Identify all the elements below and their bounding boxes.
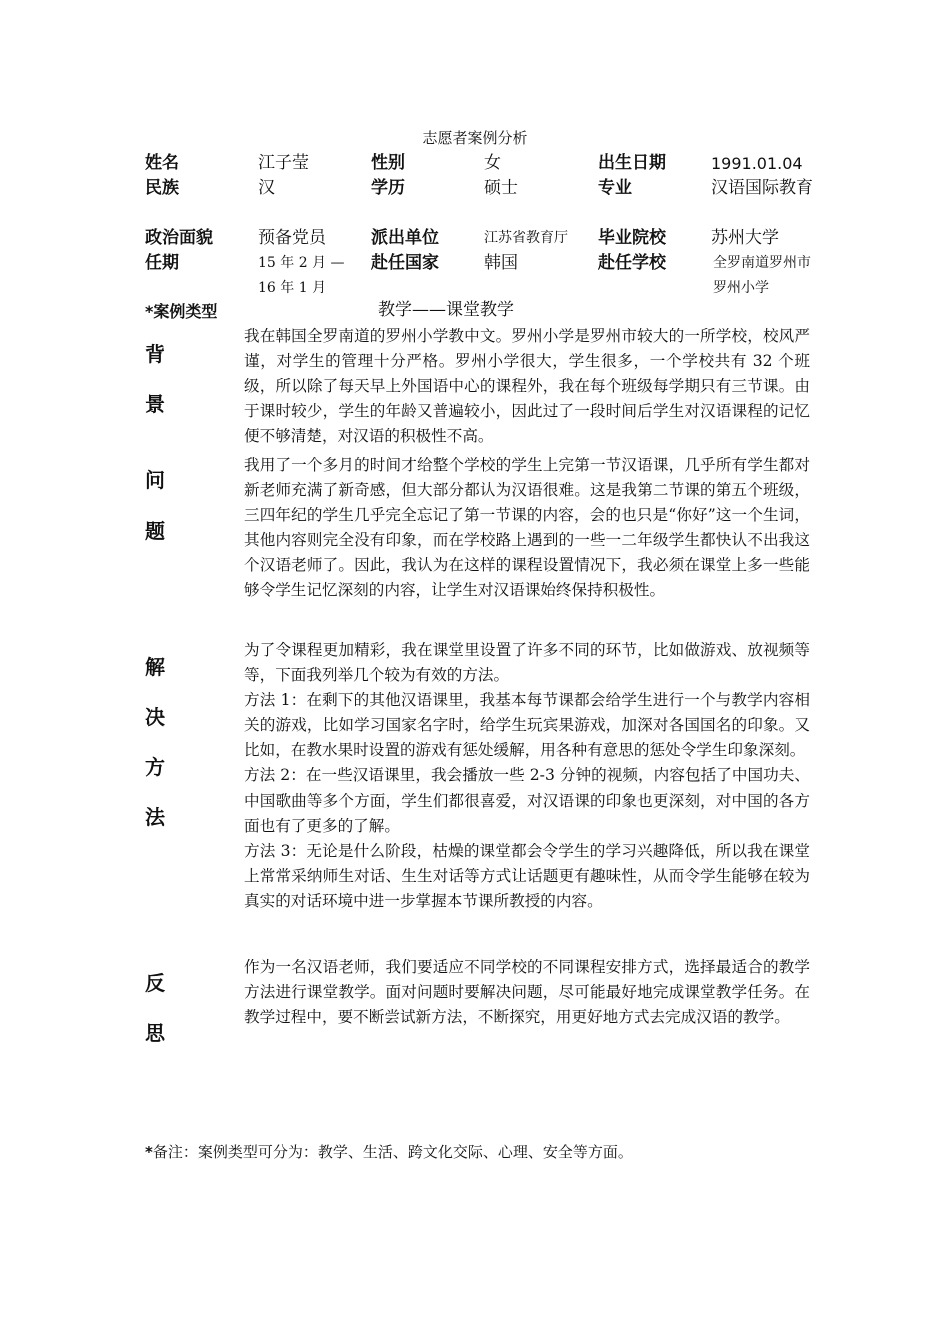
solution-method-3: 方法 3：无论是什么阶段，枯燥的课堂都会令学生的学习兴趣降低，所以我在课堂上常常采纳师生对话、生生对话等方式让话题更有趣味性，从而令学生能够在较为真实的对话环境中进一步掌握本节课所教授的内容。 — [244, 841, 810, 910]
gender-value: 女 — [484, 153, 501, 173]
solution-label-3: 方 — [145, 755, 165, 779]
solution-label-2: 决 — [145, 705, 165, 729]
birth-value: 1991.01.04 — [711, 154, 803, 173]
solution-method-1: 方法 1：在剩下的其他汉语课里，我基本每节课都会给学生进行一个与教学内容相关的游戏，比如学习国家名字时，给学生玩宾果游戏，加深对各国国名的印象。又比如，在教水果时设置的游戏有惩处缓解，用各种有意思的惩处令学生印象深刻。 — [244, 691, 810, 760]
education-value: 硕士 — [484, 178, 518, 198]
term-value: 15 年 2 月 — 16 年 1 月 — [258, 255, 345, 296]
footnote — [145, 1141, 633, 1162]
school-to-value: 全罗南道罗州市罗州小学 — [713, 255, 811, 296]
solution-text — [244, 638, 810, 914]
solution-label-1: 解 — [145, 655, 165, 679]
gender-label: 性别 — [371, 153, 405, 173]
school-to-label: 赴任学校 — [598, 253, 666, 273]
education-label: 学历 — [371, 178, 405, 198]
doc-title: 志愿者案例分析 — [422, 129, 528, 147]
ethnic-label: 民族 — [145, 178, 179, 198]
footnote-text: 备注：案例类型可分为：教学、生活、跨文化交际、心理、安全等方面。 — [152, 1143, 633, 1161]
solution-method-2: 方法 2：在一些汉语课里，我会播放一些 2-3 分钟的视频，内容包括了中国功夫、中国歌曲等多个方面，学生们都很喜爱，对汉语课的印象也更深刻，对中国的各方面也有了更多的了解。 — [244, 766, 810, 835]
name-value: 江子莹 — [258, 153, 309, 173]
major-label: 专业 — [598, 178, 632, 198]
solution-label-4: 法 — [145, 805, 165, 829]
footnote-star: * — [145, 1143, 153, 1161]
school-from-label: 毕业院校 — [598, 228, 666, 248]
major-value: 汉语国际教育 — [711, 178, 813, 198]
unit-value: 江苏省教育厅 — [484, 230, 568, 246]
country-label: 赴任国家 — [371, 253, 439, 273]
birth-label: 出生日期 — [598, 153, 666, 173]
unit-label: 派出单位 — [371, 228, 439, 248]
ethnic-value: 汉 — [258, 178, 275, 198]
problem-label-2: 题 — [145, 519, 165, 543]
political-label: 政治面貌 — [145, 228, 213, 248]
case-type-value: 教学——课堂教学 — [378, 300, 514, 320]
reflection-label-1: 反 — [145, 971, 165, 995]
problem-text: 我用了一个多月的时间才给整个学校的学生上完第一节汉语课，几乎所有学生都对新老师充满了新奇感，但大部分都认为汉语很难。这是我第二节课的第五个班级，三四年纪的学生几乎完全忘记了第一节课的内容，会的也只是“你好”这一个生词，其他内容则完全没有印象，而在学校路上遇到的一些一二年级学生都快认不出我这个汉语老师了。因此，我认为在这样的课程设置情况下，我必须在课堂上多一些能够令学生记忆深刻的内容，让学生对汉语课始终保持积极性。 — [244, 456, 810, 600]
reflection-text: 作为一名汉语老师，我们要适应不同学校的不同课程安排方式，选择最适合的教学方法进行课堂教学。面对问题时要解决问题，尽可能最好地完成课堂教学任务。在教学过程中，要不断尝试新方法，不断探究，用更好地方式去完成汉语的教学。 — [244, 958, 810, 1027]
reflection-label-2: 思 — [145, 1021, 165, 1045]
political-value: 预备党员 — [258, 228, 326, 248]
country-value: 韩国 — [484, 253, 518, 273]
problem-label-1: 问 — [145, 468, 165, 492]
term-label: 任期 — [145, 253, 179, 273]
name-label: 姓名 — [145, 153, 179, 173]
school-from-value: 苏州大学 — [711, 228, 779, 248]
case-type-label: *案例类型 — [145, 302, 218, 321]
solution-intro: 为了令课程更加精彩，我在课堂里设置了许多不同的环节，比如做游戏、放视频等等，下面我列举几个较为有效的方法。 — [244, 641, 810, 685]
background-text: 我在韩国全罗南道的罗州小学教中文。罗州小学是罗州市较大的一所学校，校风严谨，对学生的管理十分严格。罗州小学很大，学生很多，一个学校共有 32 个班级，所以除了每天早上外国语中心的课程外，我在每个班级每学期只有三节课。由于课时较少，学生的年龄又普遍较小，因此过了一段时间后学生对汉语课程的记忆便不够清楚，对汉语的积极性不高。 — [244, 327, 810, 446]
background-label-2: 景 — [145, 392, 165, 416]
background-label-1: 背 — [145, 342, 165, 366]
